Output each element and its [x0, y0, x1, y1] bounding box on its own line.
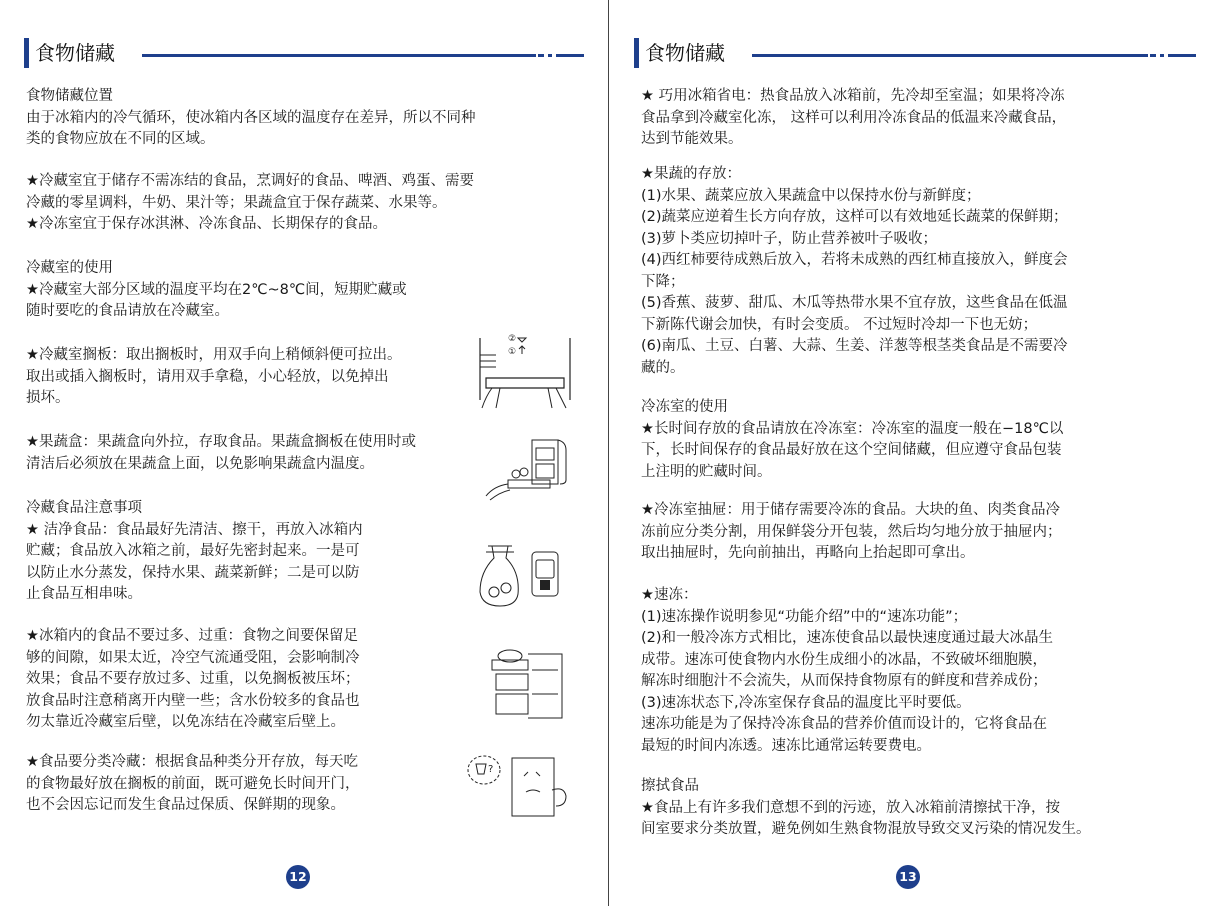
header-accent-bar [634, 38, 639, 68]
storage-location-text: 食物储藏位置 由于冰箱内的冷气循环，使冰箱内各区域的温度存在差异，所以不同种 类的食物应放在不同的区域。 [26, 88, 476, 147]
header-rule-dashes [1150, 52, 1196, 60]
shelf-text: ★冷藏室搁板：取出搁板时，用双手向上稍倾斜便可拉出。 取出或插入搁板时，请用双手拿稳，小心轻放，以免掉出 损坏。 [26, 347, 402, 406]
shelf-step-1: ① [508, 347, 517, 357]
page-divider [608, 0, 609, 906]
section-title: 食物储藏 [645, 41, 725, 65]
header-accent-bar [24, 38, 29, 68]
wipe-food-text: 擦拭食品 ★食品上有许多我们意想不到的污迹，放入冰箱前清擦拭干净，按 间室要求分类放置，避免例如生熟食物混放导致交叉污染的情况发生。 [641, 778, 1091, 837]
left-page [0, 0, 608, 906]
header-rule [752, 54, 1148, 57]
right-page [610, 0, 1218, 906]
shelf-step-2: ② [508, 334, 517, 344]
categorize-text: ★食品要分类冷藏：根据食品种类分开存放，每天吃 的食物最好放在搁板的前面，既可避免长时间开门， 也不会因忘记而发生食品过保质、保鲜期的现象。 [26, 754, 360, 813]
categorize-food-illustration [466, 750, 572, 820]
header-rule [142, 54, 536, 57]
shelf-removal-illustration [474, 330, 576, 410]
page-number: 12 [286, 865, 310, 889]
freezer-drawer-text: ★冷冻室抽屉：用于储存需要冷冻的食品。大块的鱼、肉类食品冷 冻前应分类分割，用保鲜袋分开包装，然后均匀地分放于抽屉内； 取出抽屉时，先向前抽出，再略向上抬起即可拿出。 [641, 502, 1062, 561]
header-rule-dashes [538, 52, 584, 60]
fridge-notes-text: 冷藏食品注意事项 ★ 洁净食品：食品最好先清洁、擦干，再放入冰箱内 贮藏；食品放入冰箱之前，最好先密封起来。一是可 以防止水分蒸发，保持水果、蔬菜新鲜；二是可以防 止食品互相串味。 [26, 500, 363, 602]
not-overload-text: ★冰箱内的食品不要过多、过重：食物之间要保留足 够的间隙，如果太近，冷空气流通受阻，会影响制冷 效果；食品不要存放过多、过重，以免搁板被压坏； 放食品时注意稍离开内壁一些；含水份较多的食品也 勿太靠近冷藏室后壁，以免冻结在冷藏室后壁上。 [26, 628, 360, 730]
section-header [24, 36, 584, 70]
energy-saving-text: ★ 巧用冰箱省电：热食品放入冰箱前，先冷却至室温；如果将冷冻 食品拿到冷藏室化冻， 这样可以利用冷冻食品的低温来冷藏食品， 达到节能效果。 [641, 88, 1067, 147]
fridge-usage-text: 冷藏室的使用 ★冷藏室大部分区域的温度平均在2℃~8℃间，短期贮藏或 随时要吃的食品请放在冷藏室。 [26, 260, 407, 319]
crisper-drawer-illustration [480, 436, 576, 504]
compartment-guidance-text: ★冷藏室宜于储存不需冻结的食品，烹调好的食品、啤酒、鸡蛋、需要 冷藏的零星调料，牛奶、果汁等；果蔬盒宜于保存蔬菜、水果等。 ★冷冻室宜于保存冰淇淋、冷冻食品、长期保存的食品。 [26, 173, 474, 232]
sealed-food-illustration [474, 538, 570, 610]
quick-freeze-text: ★速冻： (1)速冻操作说明参见“功能介绍”中的“速冻功能”； (2)和一般冷冻方式相比，速冻使食品以最快速度通过最大冰晶生 成带。速冻可使食物内水份生成细小的冰晶，不致破坏细胞膜， 解冻时细胞汁不会流失，从而保持食物原有的鲜度和营养成份； (3)速冻状态下,冷冻室保存食品的温度比平时要低。 速冻功能是为了保持冷冻食品的营养价值而设计的，它将食品在 最短的时间内冻透。速冻比通常运转要费电。 [641, 587, 1054, 754]
freezer-usage-text: 冷冻室的使用 ★长时间存放的食品请放在冷冻室：冷冻室的温度一般在−18℃以 下，长时间保存的食品最好放在这个空间储藏，但应遵守食品包装 上注明的贮藏时间。 [641, 399, 1064, 480]
svg-text:?: ? [488, 764, 494, 775]
overloaded-shelf-illustration [488, 646, 572, 724]
crisper-text: ★果蔬盒：果蔬盒向外拉，存取食品。果蔬盒搁板在使用时或 清洁后必须放在果蔬盒上面，以免影响果蔬盒内温度。 [26, 434, 416, 472]
produce-storage-text: ★果蔬的存放： (1)水果、蔬菜应放入果蔬盒中以保持水份与新鲜度； (2)蔬菜应逆着生长方向存放，这样可以有效地延长蔬菜的保鲜期； (3)萝卜类应切掉叶子，防止营养被叶子吸收； (4)西红柿要待成熟后放入，若将未成熟的西红柿直接放入，鲜度会 下降； (5)香蕉、菠萝、甜瓜、木瓜等热带水果不宜存放，这些食品在低温 下新陈代谢会加快，有时会变质。 不过短时冷却一下也无妨； (6)南瓜、土豆、白薯、大蒜、生姜、洋葱等根茎类食品是不需要冷 藏的。 [641, 166, 1068, 376]
section-title: 食物储藏 [35, 41, 115, 65]
page-number: 13 [896, 865, 920, 889]
section-header [634, 36, 1196, 70]
